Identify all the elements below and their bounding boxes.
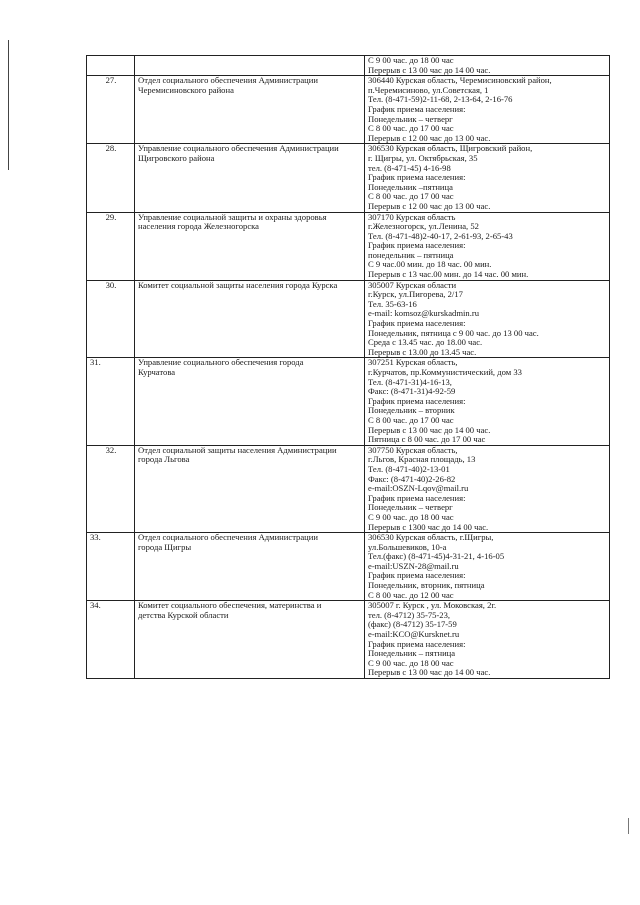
contact-line: 306440 Курская область, Черемисиновский район, bbox=[368, 76, 552, 86]
table-row bbox=[87, 445, 610, 532]
contact-line: 305007 г. Курск , ул. Моковская, 2г. bbox=[368, 601, 497, 611]
contact-details bbox=[365, 533, 610, 601]
contact-line: С 9 00 час. до 18 00 час bbox=[368, 658, 454, 668]
contact-line: Перерыв с 13 00 час до 14 00 час. bbox=[368, 425, 491, 435]
contact-details bbox=[365, 76, 610, 144]
contact-details bbox=[365, 358, 610, 445]
organization-name bbox=[135, 445, 365, 532]
contact-line: С 9 час.00 мин. до 18 час. 00 мин. bbox=[368, 260, 492, 270]
organization-name bbox=[135, 76, 365, 144]
scan-mark bbox=[628, 818, 629, 834]
contact-details bbox=[365, 212, 610, 280]
table-row bbox=[87, 533, 610, 601]
contact-details bbox=[365, 56, 610, 76]
contact-line: График приема населения: bbox=[368, 241, 466, 251]
contact-line: Факс: (8-471-40)2-26-82 bbox=[368, 474, 456, 484]
contact-line: 305007 Курская области bbox=[368, 280, 457, 290]
contact-line: Перерыв с 12 00 час до 13 00 час. bbox=[368, 201, 491, 211]
organization-name bbox=[135, 144, 365, 212]
contact-details bbox=[365, 601, 610, 679]
organization-name bbox=[135, 212, 365, 280]
table-row bbox=[87, 601, 610, 679]
organization-name-line: Управление социального обеспечения Администрации bbox=[138, 144, 339, 154]
contact-line: г.Льгов, Красная площадь, 13 bbox=[368, 455, 476, 465]
organization-name-line: Щигровского района bbox=[138, 153, 215, 163]
contact-line: График приема населения: bbox=[368, 104, 466, 114]
organization-name bbox=[135, 601, 365, 679]
row-number: 28. bbox=[87, 144, 135, 212]
table-row bbox=[87, 212, 610, 280]
contact-line: понедельник – пятница bbox=[368, 250, 454, 260]
contact-line: Понедельник – четверг bbox=[368, 114, 453, 124]
contact-line: С 8 00 час. до 17 00 час bbox=[368, 124, 454, 134]
organization-name-line: Комитет социального обеспечения, материнства и bbox=[138, 601, 322, 611]
organization-name bbox=[135, 533, 365, 601]
contact-line: Тел. (8-471-59)2-11-68, 2-13-64, 2-16-76 bbox=[368, 95, 513, 105]
organization-name-line: Курчатова bbox=[138, 368, 176, 377]
contact-line: Факс: (8-471-31)4-92-59 bbox=[368, 387, 456, 397]
contact-line: Перерыв с 13 00 час до 14 00 час. bbox=[368, 65, 491, 75]
contact-line: Пятница с 8 00 час. до 17 00 час bbox=[368, 435, 486, 445]
contact-line: ул.Большевиков, 10-а bbox=[368, 542, 447, 552]
contact-line: Понедельник –пятница bbox=[368, 182, 453, 192]
row-number: 32. bbox=[87, 445, 135, 532]
contact-line: График приема населения: bbox=[368, 639, 466, 649]
contact-line: С 8 00 час. до 17 00 час bbox=[368, 415, 454, 425]
contact-line: Понедельник, пятница с 9 00 час. до 13 00 час. bbox=[368, 328, 539, 338]
contact-details bbox=[365, 280, 610, 358]
contact-line: С 8 00 час. до 17 00 час bbox=[368, 192, 454, 202]
contact-line: График приема населения: bbox=[368, 571, 466, 581]
organization-name-line: населения города Железногорска bbox=[138, 222, 259, 232]
organization-name-line: Управление социального обеспечения города bbox=[138, 358, 304, 368]
organization-name bbox=[135, 358, 365, 445]
table-body bbox=[87, 56, 610, 679]
row-number: 30. bbox=[87, 280, 135, 358]
contact-line: Среда с 13.45 час. до 18.00 час. bbox=[368, 338, 483, 348]
row-number: 29. bbox=[87, 212, 135, 280]
contact-line: e-mail:USZN-28@mail.ru bbox=[368, 561, 459, 571]
contact-line: г. Щигры, ул. Октябрьская, 35 bbox=[368, 153, 478, 163]
contact-line: e-mail: komsoz@kurskadmin.ru bbox=[368, 309, 480, 319]
contact-line: 307251 Курская область, bbox=[368, 358, 458, 368]
contact-line: 306530 Курская область, г.Щигры, bbox=[368, 533, 494, 543]
contact-line: Понедельник – четверг bbox=[368, 503, 453, 513]
contact-line: тел. (8-4712) 35-75-23, bbox=[368, 610, 451, 620]
table-row bbox=[87, 280, 610, 358]
contact-line: С 9 00 час. до 18 00 час bbox=[368, 512, 454, 522]
contact-line: г.Курчатов, пр.Коммунистический, дом 33 bbox=[368, 368, 522, 377]
organization-name bbox=[135, 280, 365, 358]
row-number: 27. bbox=[87, 76, 135, 144]
contact-line: С 9 00 час. до 18 00 час bbox=[368, 56, 454, 65]
organization-name-line: Отдел социального обеспечения Администрации bbox=[138, 533, 318, 543]
contact-line: 307170 Курская область bbox=[368, 212, 456, 222]
contact-line: Тел.(факс) (8-471-45)4-31-21, 4-16-05 bbox=[368, 552, 505, 562]
table-row bbox=[87, 144, 610, 212]
contact-line: Понедельник – вторник bbox=[368, 406, 455, 416]
organization-name-line: Черемисиновского района bbox=[138, 85, 234, 95]
contact-line: Тел. (8-471-40)2-13-01 bbox=[368, 464, 450, 474]
social-services-table bbox=[86, 55, 610, 679]
contact-line: Тел. (8-471-48)2-40-17, 2-61-93, 2-65-43 bbox=[368, 231, 513, 241]
contact-line: 307750 Курская область, bbox=[368, 445, 458, 455]
row-number: 31. bbox=[87, 358, 135, 445]
table-row bbox=[87, 76, 610, 144]
organization-name-line: Комитет социальной защиты населения города Курска bbox=[138, 280, 338, 290]
table-row bbox=[87, 358, 610, 445]
contact-line: г.Курск, ул.Пигорева, 2/17 bbox=[368, 290, 463, 300]
contact-line: График приема населения: bbox=[368, 396, 466, 406]
contact-line: e-mail:KCO@Kursknet.ru bbox=[368, 630, 460, 640]
contact-line: Перерыв с 13 час.00 мин. до 14 час. 00 мин. bbox=[368, 270, 529, 280]
contact-line: С 8 00 час. до 12 00 час bbox=[368, 590, 454, 600]
contact-line: Понедельник, вторник, пятница bbox=[368, 581, 485, 591]
contact-line: Перерыв с 12 00 час до 13 00 час. bbox=[368, 133, 491, 143]
contact-line: Перерыв с 13 00 час до 14 00 час. bbox=[368, 668, 491, 678]
organization-name-line: детства Курской области bbox=[138, 610, 229, 620]
contact-line: График приема населения: bbox=[368, 173, 466, 183]
contact-line: Перерыв с 1300 час до 14 00 час. bbox=[368, 522, 489, 532]
contact-line: Тел. (8-471-31)4-16-13, bbox=[368, 377, 452, 387]
contact-line: Перерыв с 13.00 до 13.45 час. bbox=[368, 347, 477, 357]
row-number bbox=[87, 56, 135, 76]
contact-line: Понедельник – пятница bbox=[368, 649, 456, 659]
contact-details bbox=[365, 144, 610, 212]
contact-line: График приема населения: bbox=[368, 319, 466, 329]
scan-margin-line bbox=[8, 40, 9, 170]
contact-line: Тел. 35-63-16 bbox=[368, 299, 417, 309]
organization-name-line: города Щигры bbox=[138, 542, 192, 552]
row-number: 33. bbox=[87, 533, 135, 601]
organization-name-line: города Льгова bbox=[138, 455, 190, 465]
contact-line: (факс) (8-4712) 35-17-59 bbox=[368, 620, 457, 630]
organization-name bbox=[135, 56, 365, 76]
contact-line: 306530 Курская область, Щигровский район, bbox=[368, 144, 533, 154]
contact-line: тел. (8-471-45) 4-16-98 bbox=[368, 163, 451, 173]
contact-line: График приема населения: bbox=[368, 493, 466, 503]
contact-line: п.Черемисиново, ул.Советская, 1 bbox=[368, 85, 489, 95]
contact-line: г.Железногорск, ул.Ленина, 52 bbox=[368, 222, 479, 232]
row-number: 34. bbox=[87, 601, 135, 679]
organization-name-line: Управление социальной защиты и охраны здоровья bbox=[138, 212, 327, 222]
organization-name-line: Отдел социального обеспечения Администрации bbox=[138, 76, 318, 86]
organization-name-line: Отдел социальной защиты населения Администрации bbox=[138, 445, 337, 455]
table-row bbox=[87, 56, 610, 76]
contact-details bbox=[365, 445, 610, 532]
contact-line: e-mail:OSZN-Lqov@mail.ru bbox=[368, 484, 469, 494]
